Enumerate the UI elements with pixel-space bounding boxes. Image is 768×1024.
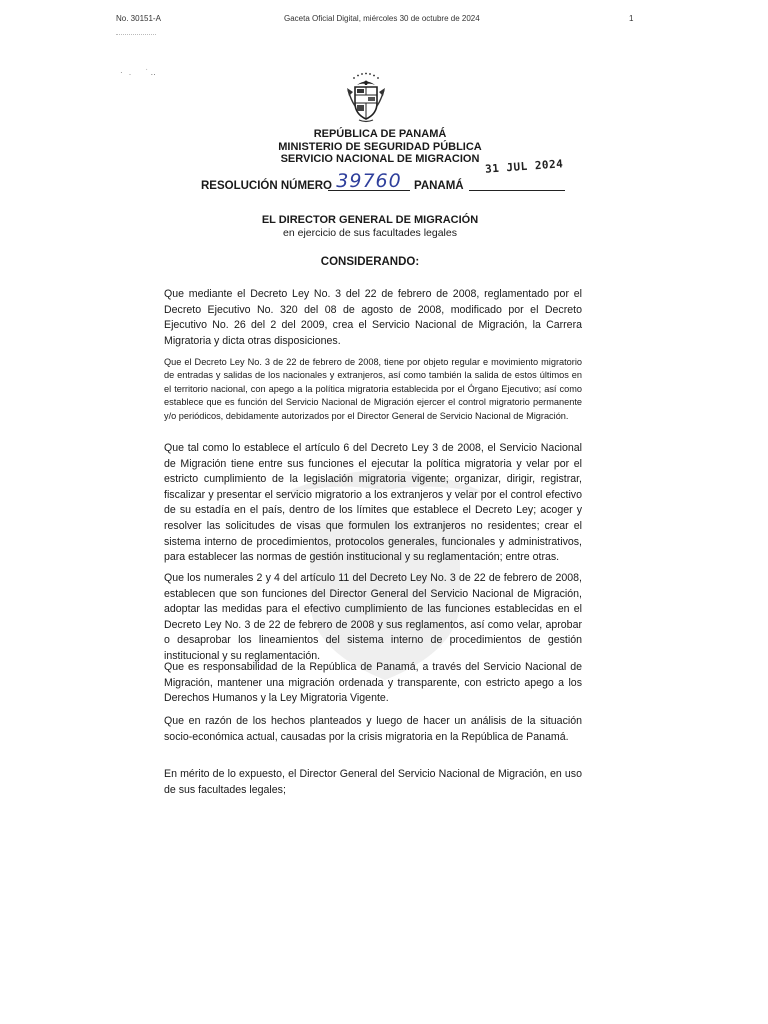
resolution-number: 39760 — [328, 172, 410, 191]
paragraph-5: Que es responsabilidad de la República de Panamá, a través del Servicio Nacional de Migración, mantener una migración ordenada y transparente, con estricto apego a los Derechos Humanos y la Ley Migratoria Vigente. — [164, 661, 582, 705]
scan-marks: · . ˙‥ — [120, 68, 158, 77]
running-header — [0, 14, 768, 28]
service-name: SERVICIO NACIONAL DE MIGRACION — [280, 153, 480, 165]
gazette-title: Gaceta Oficial Digital, miércoles 30 de octubre de 2024 — [284, 14, 480, 23]
panama-coat-of-arms-icon — [343, 70, 389, 124]
resolution-date-blank — [469, 190, 565, 191]
resolution-line — [201, 172, 581, 194]
director-title: EL DIRECTOR GENERAL DE MIGRACIÓN — [261, 214, 479, 226]
country-name: REPÚBLICA DE PANAMÁ — [313, 128, 447, 140]
resolution-label: RESOLUCIÓN NÚMERO — [201, 180, 332, 192]
paragraph-3: Que tal como lo establece el artículo 6 del Decreto Ley 3 de 2008, el Servicio Nacional de Migración tiene entre sus funciones el ejecutar la política migratoria y velar por el estricto cumplimiento de la legislación migratoria vigente; organizar, dirigir, registrar, fiscalizar y presentar el servicio migratorio a los extranjeros y velar por el control efectivo de su estadía en el país, dentro de los límites que establece el Decreto Ley; acoger y resolver las solicitudes de visas que formulen los extranjeros no residentes; crear el sistema interno de procedimientos, protocolos generales, funcionales y administrativos, para establecer las normas de gestión institucional y su reglamentación; entre otras. — [164, 442, 582, 564]
resolution-place: PANAMÁ — [414, 180, 464, 192]
considerando-heading: CONSIDERANDO: — [320, 256, 420, 268]
paragraph-7: En mérito de lo expuesto, el Director General del Servicio Nacional de Migración, en uso de sus facultades legales; — [164, 768, 582, 796]
header-rule — [116, 34, 156, 35]
ministry-name: MINISTERIO DE SEGURIDAD PÚBLICA — [278, 140, 482, 153]
gazette-number: No. 30151-A — [116, 14, 161, 23]
paragraph-2: Que el Decreto Ley No. 3 de 22 de febrero de 2008, tiene por objeto regular e movimiento migratorio de entradas y salidas de los nacionales y extranjeros, así como también la salida de estos últimos en el territorio nacional, con apego a la política migratoria establecida por el Órgano Ejecutivo; así como establece que es función del Servicio Nacional de Migración ejercer el control migratorio permanente y/o periódicos, debidamente autorizados por el Director General de Servicio Nacional de Migración. — [164, 357, 582, 421]
director-subtitle: en ejercicio de sus facultades legales — [283, 227, 457, 239]
page-number: 1 — [629, 14, 634, 23]
institution-heading — [220, 128, 540, 166]
paragraph-4: Que los numerales 2 y 4 del artículo 11 del Decreto Ley No. 3 de 22 de febrero de 2008, establecen que son funciones del Director General del Servicio Nacional de Migración, adoptar las medidas para el efectivo cumplimiento de las funciones establecidas en el Decreto Ley No. 3 de 22 de febrero de 2008 y sus reglamentos, así como velar, aprobar o desaprobar los lineamientos del sistema interno de procedimientos de gestión institucional y su reglamentación. — [164, 572, 582, 662]
paragraph-6: Que en razón de los hechos planteados y luego de hacer un análisis de la situación socio-económica actual, causadas por la crisis migratoria en la República de Panamá. — [164, 715, 582, 743]
director-block — [220, 214, 520, 239]
paragraph-1: Que mediante el Decreto Ley No. 3 del 22 de febrero de 2008, reglamentado por el Decreto Ejecutivo No. 320 del 08 de agosto de 2008, modificado por el Decreto Ejecutivo No. 26 del 2 del 2009, crea el Servicio Nacional de Migración, la Carrera Migratoria y dicta otras disposiciones. — [164, 288, 582, 347]
date-stamp: 31 JUL 2024 — [484, 157, 564, 176]
